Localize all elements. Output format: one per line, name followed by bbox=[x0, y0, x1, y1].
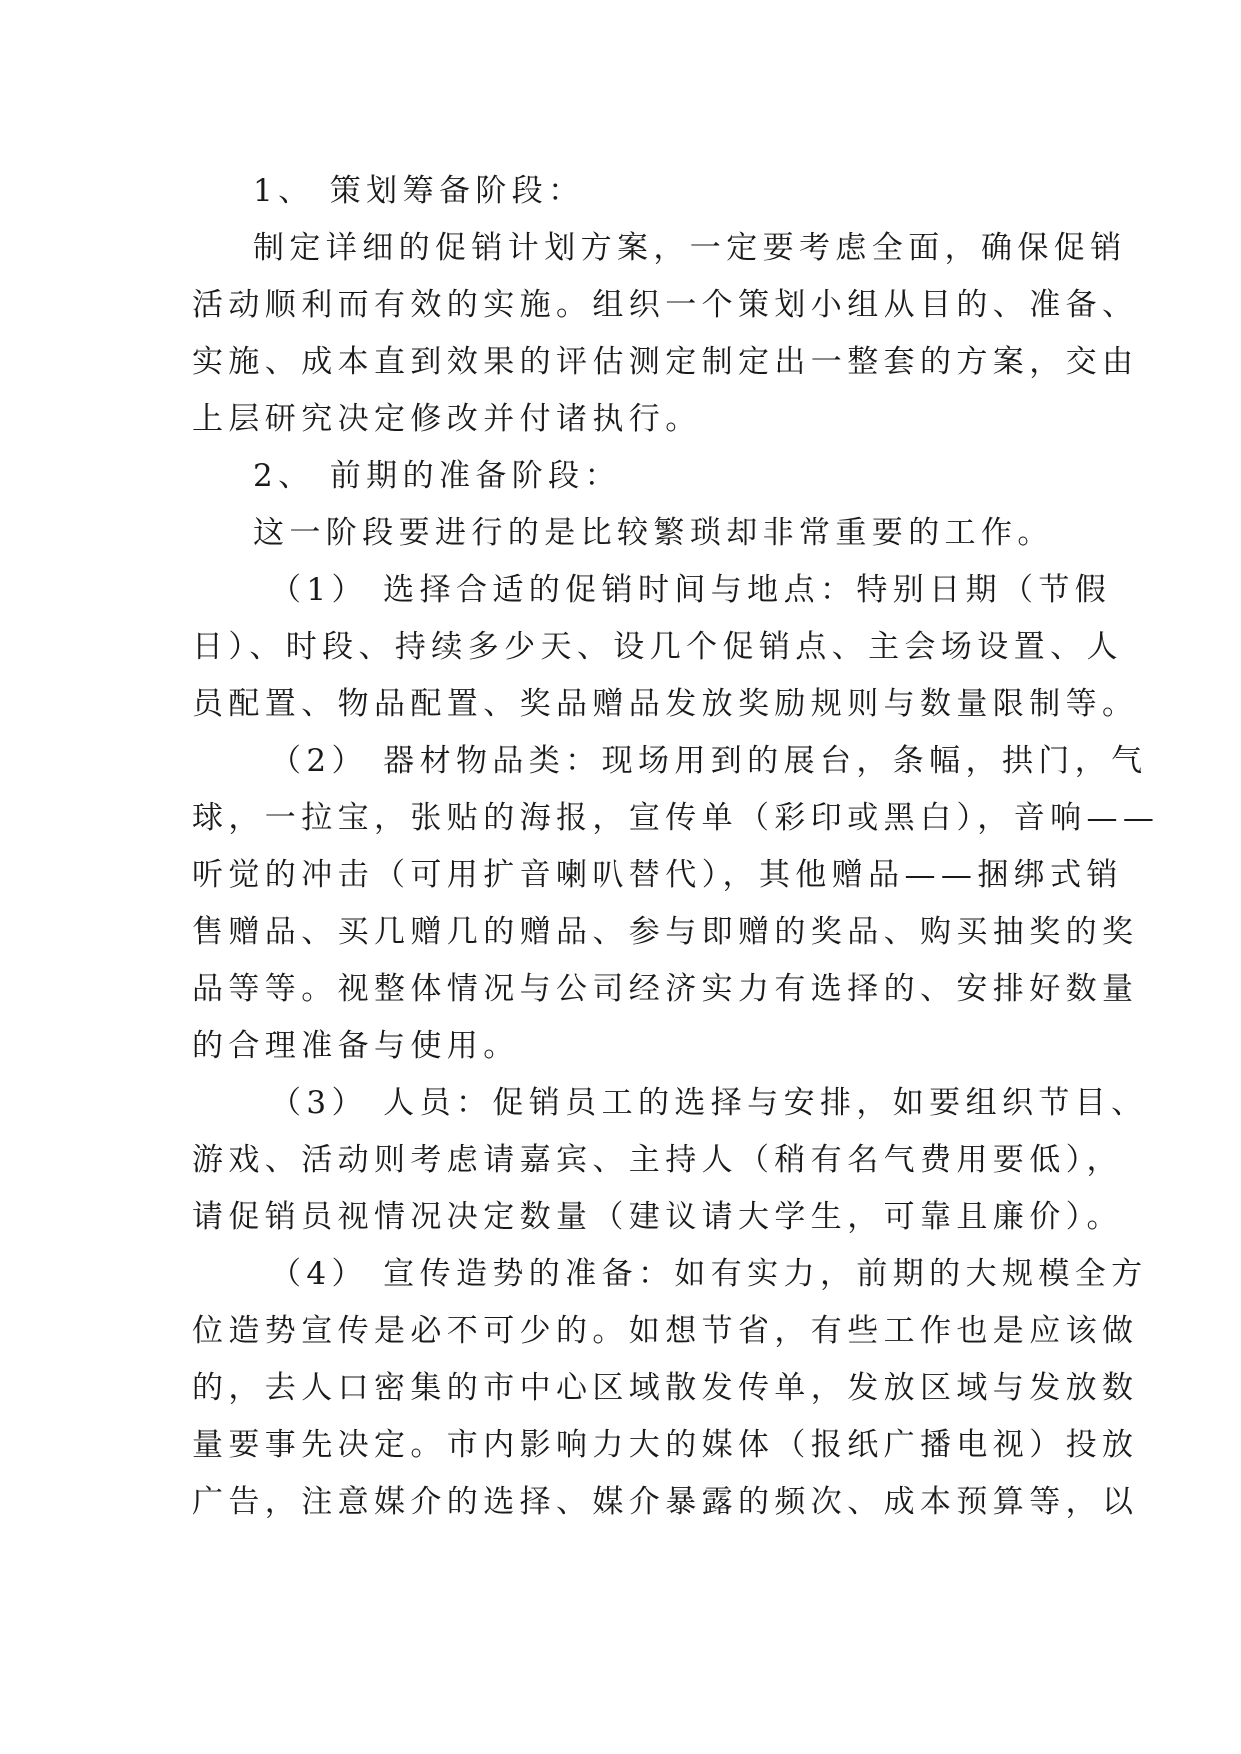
paragraph-line: 日）、时段、持续多少天、设几个促销点、主会场设置、人 bbox=[192, 629, 1123, 665]
paragraph-line: 品等等。视整体情况与公司经济实力有选择的、安排好数量 bbox=[192, 971, 1139, 1007]
paragraph-line: 请促销员视情况决定数量（建议请大学生，可靠且廉价）。 bbox=[192, 1199, 1123, 1235]
paragraph-line: 这一阶段要进行的是比较繁琐却非常重要的工作。 bbox=[253, 515, 1054, 551]
paragraph-line: 实施、成本直到效果的评估测定制定出一整套的方案，交由 bbox=[192, 344, 1139, 380]
paragraph-line: 位造势宣传是必不可少的。如想节省，有些工作也是应该做 bbox=[192, 1313, 1139, 1349]
paragraph-line: 球，一拉宝，张贴的海报，宣传单（彩印或黑白），音响—— bbox=[192, 800, 1160, 836]
list-item-2: （2） 器材物品类：现场用到的展台，条幅，拱门，气 bbox=[270, 743, 1148, 779]
paragraph-line: 上层研究决定修改并付诸执行。 bbox=[192, 401, 702, 437]
paragraph-line: 的合理准备与使用。 bbox=[192, 1028, 520, 1064]
list-item-4: （4） 宣传造势的准备：如有实力，前期的大规模全方 bbox=[270, 1256, 1148, 1292]
heading-stage-2: 2、 前期的准备阶段： bbox=[253, 458, 621, 494]
paragraph-line: 员配置、物品配置、奖品赠品发放奖励规则与数量限制等。 bbox=[192, 686, 1139, 722]
paragraph-line: 量要事先决定。市内影响力大的媒体（报纸广播电视）投放 bbox=[192, 1427, 1139, 1463]
paragraph-line: 活动顺利而有效的实施。组织一个策划小组从目的、准备、 bbox=[192, 287, 1139, 323]
heading-stage-1: 1、 策划筹备阶段： bbox=[253, 173, 585, 209]
paragraph-line: 游戏、活动则考虑请嘉宾、主持人（稍有名气费用要低）， bbox=[192, 1142, 1123, 1178]
list-item-3: （3） 人员：促销员工的选择与安排，如要组织节目、 bbox=[270, 1085, 1148, 1121]
list-item-1: （1） 选择合适的促销时间与地点：特别日期（节假 bbox=[270, 572, 1112, 608]
paragraph-line: 制定详细的促销计划方案，一定要考虑全面，确保促销 bbox=[253, 230, 1127, 266]
paragraph-line: 广告，注意媒介的选择、媒介暴露的频次、成本预算等，以 bbox=[192, 1484, 1139, 1520]
paragraph-line: 的，去人口密集的市中心区域散发传单，发放区域与发放数 bbox=[192, 1370, 1139, 1406]
paragraph-line: 听觉的冲击（可用扩音喇叭替代），其他赠品——捆绑式销 bbox=[192, 857, 1123, 893]
paragraph-line: 售赠品、买几赠几的赠品、参与即赠的奖品、购买抽奖的奖 bbox=[192, 914, 1139, 950]
